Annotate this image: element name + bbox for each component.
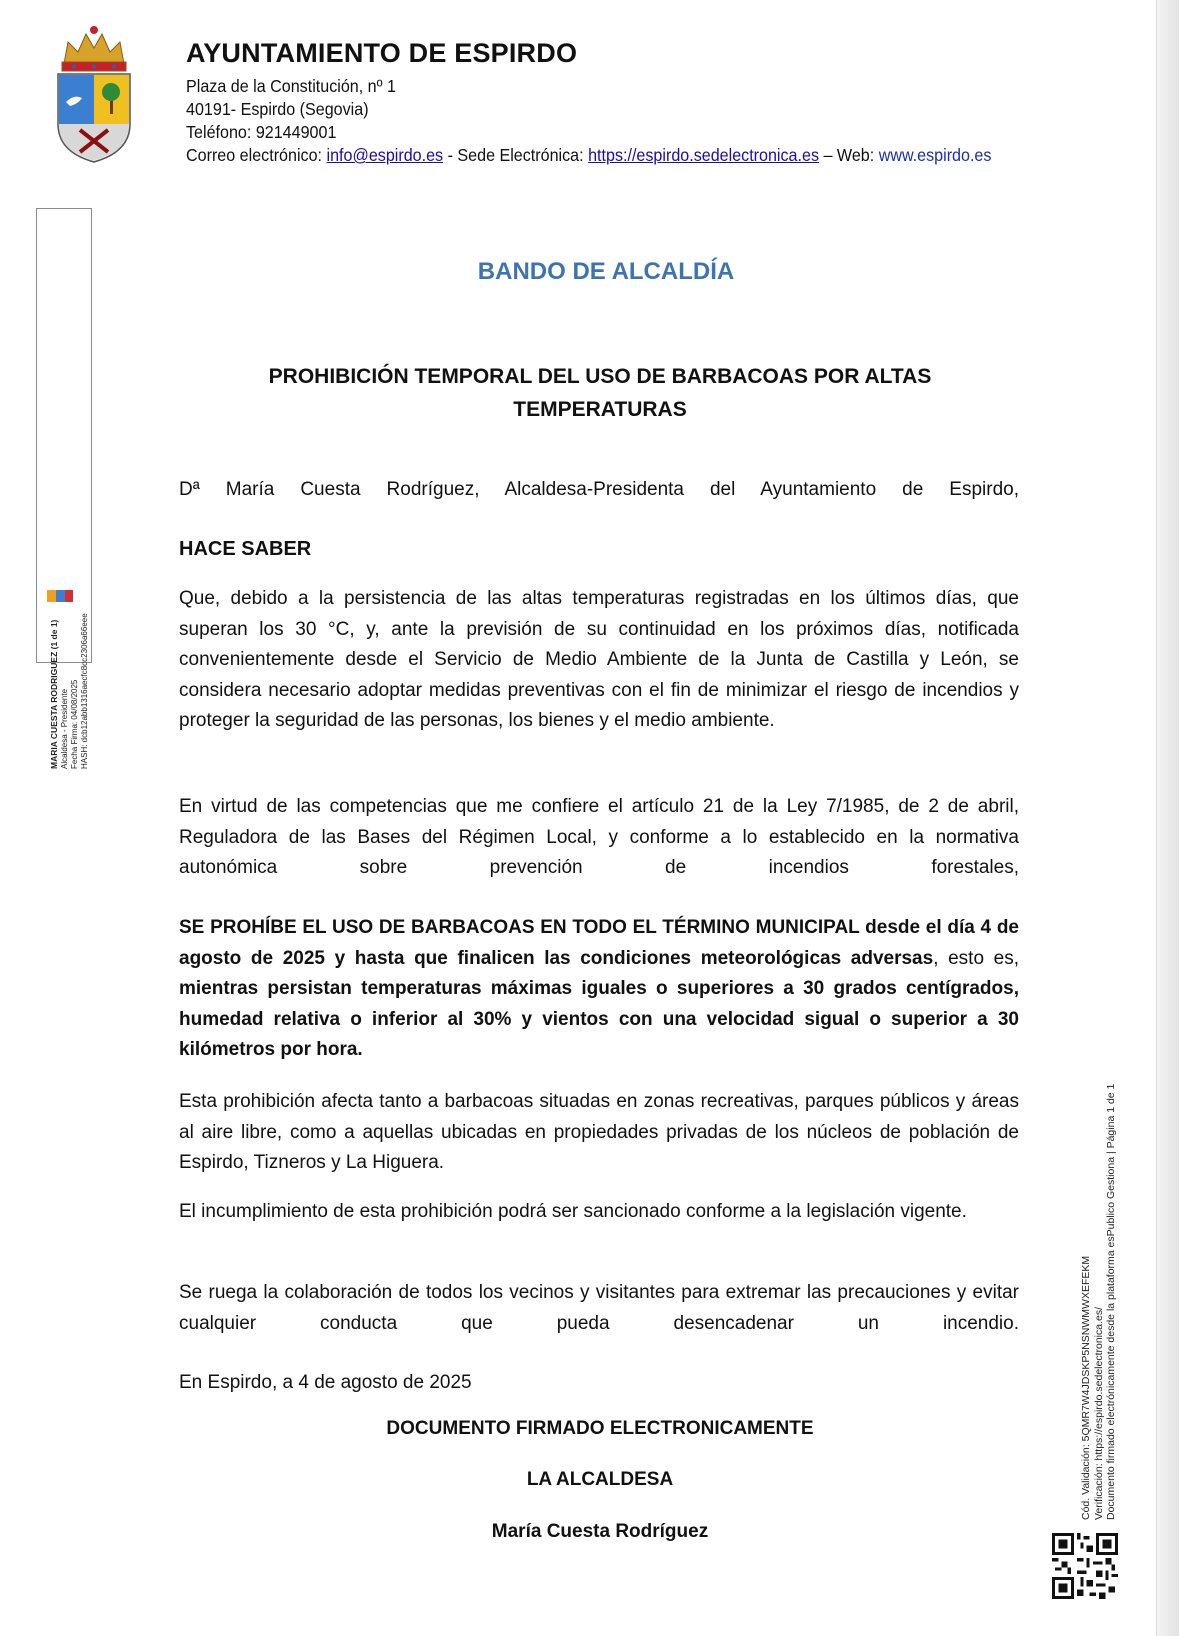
email-link[interactable]: info@espirdo.es — [326, 145, 444, 165]
paragraph-6: Se ruega la colaboración de todos los vecinos y visitantes para extremar las precauciones y evitar cualquier conducta que pueda desencadenar un incendio. — [179, 1282, 1019, 1334]
verification-text — [1080, 1020, 1120, 1520]
intro-paragraph: Dª María Cuesta Rodríguez, Alcaldesa-Presidenta del Ayuntamiento de Espirdo, — [179, 479, 1019, 500]
paragraph-5: El incumplimiento de esta prohibición podrá ser sancionado conforme a la legislación vigente. — [179, 1201, 967, 1222]
place-date: En Espirdo, a 4 de agosto de 2025 — [179, 1372, 472, 1393]
header-city: 40191- Espirdo (Segovia) — [186, 99, 369, 119]
header-contact-line — [186, 145, 991, 166]
sede-link[interactable]: https://espirdo.sedelectronica.es — [588, 145, 820, 165]
page-edge — [1156, 0, 1179, 1636]
bando-title: BANDO DE ALCALDÍA — [477, 258, 735, 285]
web-link[interactable]: www.espirdo.es — [878, 145, 992, 165]
paragraph-2: En virtud de las competencias que me confiere el artículo 21 de la Ley 7/1985, de 2 de abril, Reguladora de las Bases del Régimen Local, y conforme a lo establecido en la normativa autonómica sobre prevención de incendios forestales, — [179, 796, 1019, 878]
verification-note: Documento firmado electrónicamente desde la plataforma esPublico Gestiona | Página 1 de 1 — [1105, 1083, 1117, 1520]
coat-of-arms-logo — [54, 24, 134, 164]
subject-heading — [200, 360, 1000, 426]
stamp-hash: HASH: dcb12abb1316aecfc8cc2306a66eee — [80, 613, 89, 769]
email-label: Correo electrónico: — [186, 145, 323, 165]
sede-label: - Sede Electrónica: — [443, 145, 584, 165]
signer-role: LA ALCALDESA — [526, 1469, 674, 1490]
qr-code-icon — [1052, 1533, 1118, 1599]
header-phone: Teléfono: 921449001 — [186, 122, 337, 142]
prohibition-bold-b: mientras persistan temperaturas máximas iguales o superiores a 30 grados centígrados, humedad relativa o inferior al 30% y vientos con una velocidad sigual o superior a 30 kilómetros por hora. — [179, 978, 1019, 1060]
paragraph-1: Que, debido a la persistencia de las altas temperaturas registradas en los últimos días, que superan los 30 °C, y, ante la previsión de su continuidad en los próximos días, notificada convenientemente desde el Servicio de Medio Ambiente de la Junta de Castilla y León, se considera necesario adoptar medidas preventivas con el fin de minimizar el riesgo de incendios y proteger la seguridad de las personas, los bienes y el medio ambiente. — [179, 588, 1019, 731]
subject-line-2: TEMPERATURAS — [513, 398, 687, 421]
header-address: Plaza de la Constitución, nº 1 — [186, 76, 396, 96]
stamp-text — [49, 529, 95, 769]
prohibition-bold-a: SE PROHÍBE EL USO DE BARBACOAS EN TODO EL TÉRMINO MUNICIPAL desde el día 4 de agosto de 2025 y hasta que finalicen las condiciones meteorológicas adversas — [179, 917, 1019, 969]
signed-notice: DOCUMENTO FIRMADO ELECTRONICAMENTE — [386, 1418, 814, 1439]
stamp-logo-icon — [45, 587, 75, 605]
subject-line-1: PROHIBICIÓN TEMPORAL DEL USO DE BARBACOAS POR ALTAS — [268, 365, 932, 388]
verification-url: Verificación: https://espirdo.sedelectronica.es/ — [1092, 1306, 1105, 1520]
web-label: – Web: — [823, 145, 875, 165]
header-title: AYUNTAMIENTO DE ESPIRDO — [186, 38, 578, 68]
stamp-date: Fecha Firma: 04/08/2025 — [70, 679, 79, 769]
paragraph-4: Esta prohibición afecta tanto a barbacoas situadas en zonas recreativas, parques públicos y áreas al aire libre, como a aquellas ubicadas en propiedades privadas de los núcleos de población de Espirdo, Tizneros y La Higuera. — [179, 1091, 1019, 1173]
prohibition-connector: , esto es, — [933, 947, 1019, 969]
paragraph-3 — [179, 913, 1019, 1066]
verification-code: Cód. Validación: 5QMR7W4JDSKP5NSNWMWXEFEKM — [1080, 1255, 1092, 1520]
stamp-signer: MARIA CUESTA RODRIGUEZ (1 de 1) — [49, 619, 59, 769]
stamp-role: Alcaldesa - Presidente — [60, 688, 69, 769]
hace-saber-heading: HACE SABER — [179, 538, 312, 560]
signer-name: María Cuesta Rodríguez — [491, 1521, 709, 1542]
